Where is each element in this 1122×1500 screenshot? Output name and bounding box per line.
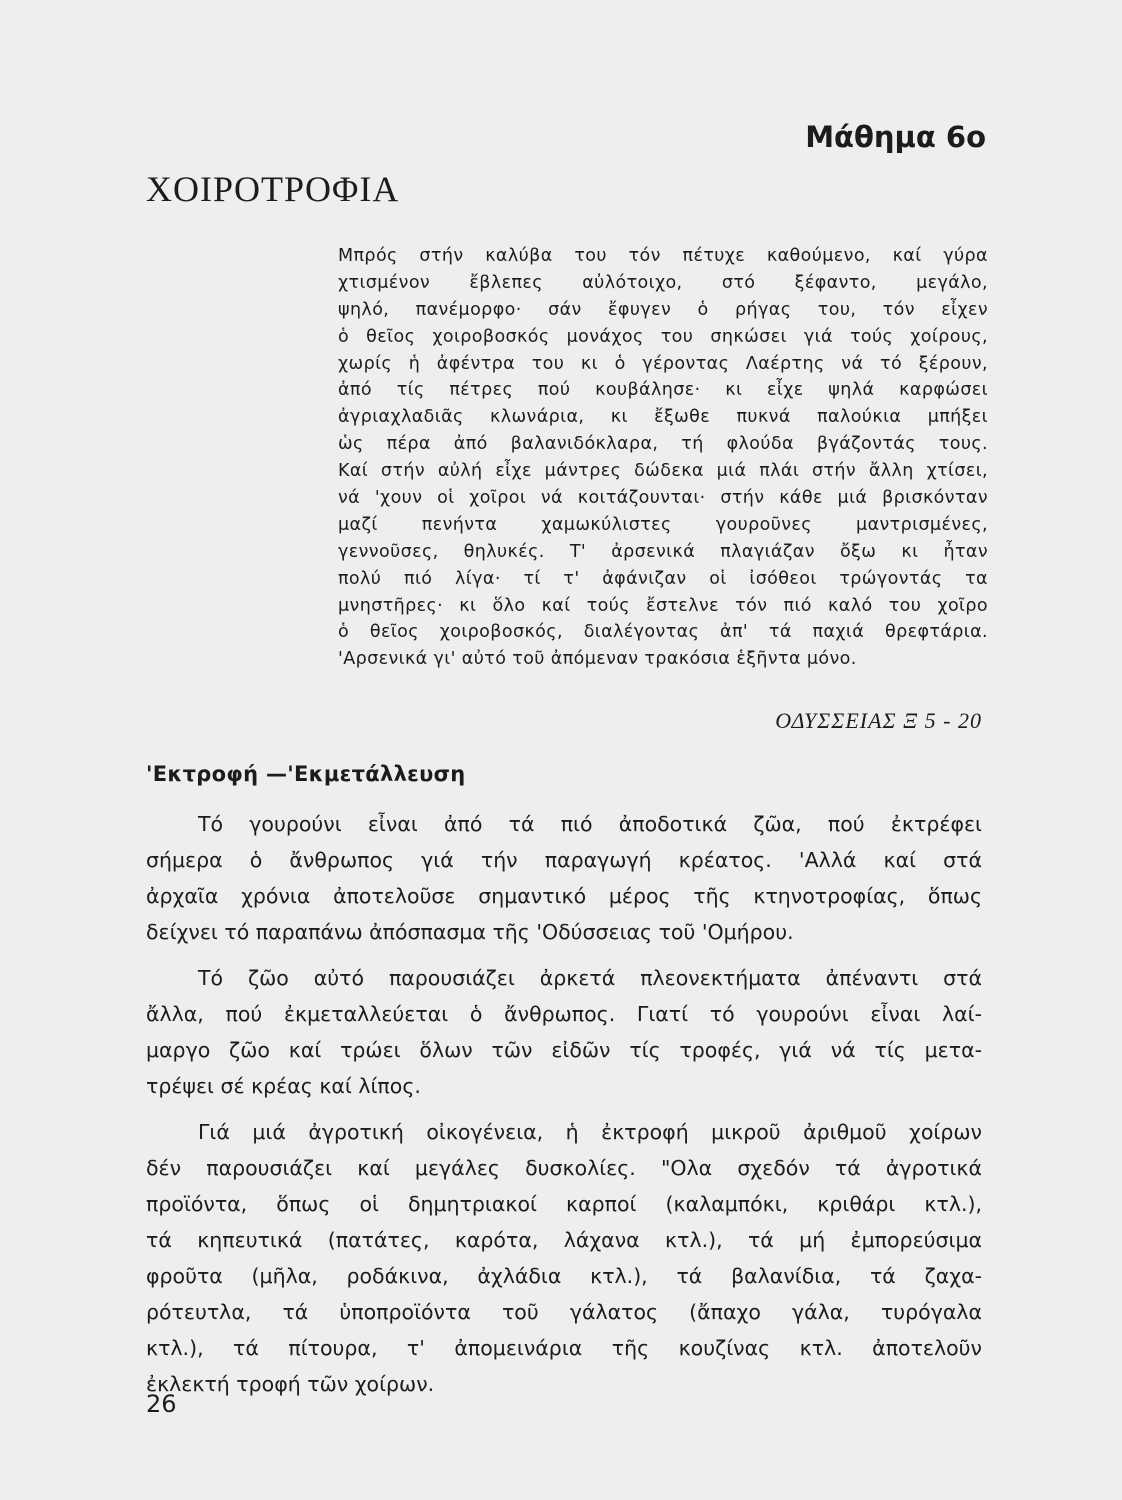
section-heading: 'Εκτροφή —'Εκμετάλλευση xyxy=(146,762,466,786)
poem-line: ψηλό, πανέμορφο· σάν ἔφυγεν ὁ ρήγας του, τόν εἶχεν xyxy=(338,299,988,320)
paragraph-line: δέν παρουσιάζει καί μεγάλες δυσκολίες. "Ολα σχεδόν τά ἀγροτικά xyxy=(146,1156,982,1180)
paragraph-line: Τό ζῶο αὐτό παρουσιάζει ἀρκετά πλεονεκτήματα ἀπέναντι στά xyxy=(198,966,982,990)
paragraph-line: τά κηπευτικά (πατάτες, καρότα, λάχανα κτλ.), τά μή ἐμπορεύσιμα xyxy=(146,1228,982,1252)
poem-excerpt xyxy=(338,243,988,673)
paragraph-line: κτλ.), τά πίτουρα, τ' ἀπομεινάρια τῆς κουζίνας κτλ. ἀποτελοῦν xyxy=(146,1336,982,1360)
poem-line: πολύ πιό λίγα· τί τ' ἀφάνιζαν οἱ ἰσόθεοι τρώγοντάς τα xyxy=(338,568,988,589)
paragraph xyxy=(146,806,982,950)
poem-line: ὁ θεῖος χοιροβοσκός μονάχος του σηκώσει γιά τούς χοίρους, xyxy=(338,326,988,347)
paragraph-line: σήμερα ὁ ἄνθρωπος γιά τήν παραγωγή κρέατος. 'Αλλά καί στά xyxy=(146,848,982,872)
poem-source: ΟΔΥΣΣΕΙΑΣ Ξ 5 - 20 xyxy=(775,708,982,733)
paragraph-line: ἀρχαῖα χρόνια ἀποτελοῦσε σημαντικό μέρος τῆς κτηνοτροφίας, ὅπως xyxy=(146,884,982,908)
page-number: 26 xyxy=(146,1390,177,1418)
paragraph-line: ρότευτλα, τά ὑποπροϊόντα τοῦ γάλατος (ἄπαχο γάλα, τυρόγαλα xyxy=(146,1300,982,1324)
poem-line: Μπρός στήν καλύβα του τόν πέτυχε καθούμενο, καί γύρα xyxy=(338,246,988,266)
poem-line: γεννοῦσες, θηλυκές. Τ' ἀρσενικά πλαγιάζαν ὄξω κι ἦταν xyxy=(338,541,988,562)
paragraph-line: φροῦτα (μῆλα, ροδάκινα, ἀχλάδια κτλ.), τά βαλανίδια, τά ζαχα- xyxy=(146,1264,982,1288)
paragraph-line: Τό γουρούνι εἶναι ἀπό τά πιό ἀποδοτικά ζῶα, πού ἐκτρέφει xyxy=(198,812,982,836)
paragraph-line: τρέψει σέ κρέας καί λίπος. xyxy=(146,1074,421,1098)
paragraph xyxy=(146,960,982,1104)
poem-line: νά 'χουν οἱ χοῖροι νά κοιτάζουνται· στήν κάθε μιά βρισκόνταν xyxy=(338,488,988,509)
paragraph-line: μαργο ζῶο καί τρώει ὅλων τῶν εἰδῶν τίς τροφές, γιά νά τίς μετα- xyxy=(146,1038,982,1062)
body-text xyxy=(146,806,982,1402)
poem-line: μαζί πενήντα χαμωκύλιστες γουροῦνες μαντρισμένες, xyxy=(338,514,988,535)
poem-line: ἀπό τίς πέτρες πού κουβάλησε· κι εἶχε ψηλά καρφώσει xyxy=(338,380,988,401)
poem-line: ἀγριαχλαδιᾶς κλωνάρια, κι ἔξωθε πυκνά παλούκια μπήξει xyxy=(338,407,988,428)
poem-line: χωρίς ἡ ἀφέντρα του κι ὁ γέροντας Λαέρτης νά τό ξέρουν, xyxy=(338,353,988,374)
paragraph xyxy=(146,1114,982,1402)
paragraph-line: Γιά μιά ἀγροτική οἰκογένεια, ἡ ἐκτροφή μικροῦ ἀριθμοῦ χοίρων xyxy=(198,1120,982,1144)
paragraph-line: ἄλλα, πού ἐκμεταλλεύεται ὁ ἄνθρωπος. Γιατί τό γουρούνι εἶναι λαί- xyxy=(146,1002,982,1026)
poem-line: χτισμένον ἔβλεπες αὐλότοιχο, στό ξέφαντο, μεγάλο, xyxy=(338,272,988,293)
poem-line: 'Αρσενικά γι' αὐτό τοῦ ἀπόμεναν τρακόσια ἑξῆντα μόνο. xyxy=(338,649,857,670)
paragraph-line: δείχνει τό παραπάνω ἀπόσπασμα τῆς 'Οδύσσειας τοῦ 'Ομήρου. xyxy=(146,920,794,944)
paragraph-line: ἐκλεκτή τροφή τῶν χοίρων. xyxy=(146,1372,435,1396)
chapter-title: ΧΟΙΡΟΤΡΟΦΙΑ xyxy=(146,169,400,209)
paragraph-line: προϊόντα, ὅπως οἱ δημητριακοί καρποί (καλαμπόκι, κριθάρι κτλ.), xyxy=(146,1192,982,1216)
poem-line: Καί στήν αὐλή εἶχε μάντρες δώδεκα μιά πλάι στήν ἄλλη χτίσει, xyxy=(338,461,988,482)
poem-line: μνηστῆρες· κι ὅλο καί τούς ἔστελνε τόν πιό καλό του χοῖρο xyxy=(338,595,988,616)
poem-line: ὡς πέρα ἀπό βαλανιδόκλαρα, τή φλούδα βγάζοντάς τους. xyxy=(338,434,988,455)
poem-line: ὁ θεῖος χοιροβοσκός, διαλέγοντας ἀπ' τά παχιά θρεφτάρια. xyxy=(338,622,988,643)
lesson-label: Μάθημα 6ο xyxy=(805,120,986,154)
